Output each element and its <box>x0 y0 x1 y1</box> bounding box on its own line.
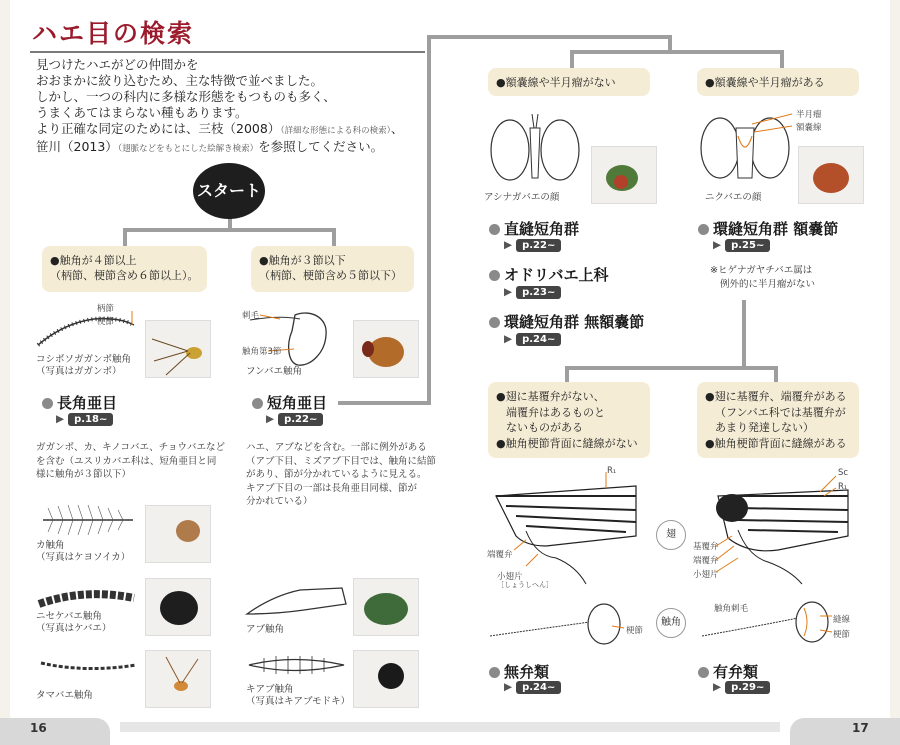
label-shoushouhen-reading: ［しょうしへん］ <box>497 581 553 589</box>
photo-kebae <box>145 578 211 636</box>
description-tankaku: ハエ、アブなどを含む。一部に例外がある （アブ下目、ミズアブ下目では、触角に結節 があり、節が分かれているように見える。 キアブ下目の一部は長角亜目同様、節が 分かれている） <box>246 442 437 507</box>
caption-abu: アブ触角 <box>246 624 285 635</box>
page-ref-chokuhou[interactable]: ▶ p.22~ <box>504 239 561 252</box>
label-kifuku: 基覆弁 <box>693 542 719 552</box>
connector <box>780 50 784 68</box>
condition-box-no-gakunou: ●額嚢線や半月瘤がない <box>488 68 650 96</box>
photo-nikubae <box>798 146 864 204</box>
label-hangetsu: 半月瘤 <box>796 110 822 120</box>
condition-box-antenna-3minus: ●触角が３節以下 （柄節、梗節含め５節以下） <box>251 246 414 292</box>
face-drawing-nikubae <box>700 106 795 191</box>
footer-band <box>120 722 780 732</box>
description-chokaku: ガガンボ、カ、キノコバエ、チョウバエなど を含む（ユスリカバエ科は、短角亜目と同 様に触角が３節以下） <box>36 442 225 480</box>
connector-main-top <box>427 35 672 39</box>
group-odoribae: オドリバエ上科 <box>489 264 609 285</box>
page-ref-tankaku[interactable]: ▶ p.22~ <box>266 413 323 426</box>
wing-drawing-mubenrui <box>486 466 646 586</box>
group-kanhou-gakunou: 環縫短角群 額嚢節 <box>698 218 838 239</box>
title-divider <box>30 51 425 53</box>
label-heisetsu: 柄節 <box>97 304 115 314</box>
antenna-drawing-mubenrui <box>486 596 626 652</box>
connector <box>123 228 127 246</box>
caption-kiabu: キアブ触角 （写真はキアブモドキ） <box>246 684 351 707</box>
intro-line: おおまかに絞り込むため、主な特徴で並べました。 <box>36 73 324 88</box>
wing-drawing-yubenrui <box>698 466 858 586</box>
page-ref-odoribae[interactable]: ▶ p.23~ <box>504 286 561 299</box>
photo-abu <box>353 578 419 636</box>
label-r1-right: R₁ <box>838 482 848 492</box>
condition-box-yubenrui: ●翅に基覆弁、端覆弁がある （フンバエ科では基覆弁が あまり発達しない） ●触角梗節背面に縫線がある <box>697 382 859 458</box>
label-dai3: 触角第3節 <box>242 347 282 357</box>
page-number-left: 16 <box>30 721 47 735</box>
label-kousetsu-yubenrui: 梗節 <box>833 630 851 640</box>
antenna-drawing-kiabu <box>244 652 349 678</box>
label-setsumou-right: 触角刺毛 <box>714 604 749 614</box>
intro-line: うまくあてはまらない種もあります。 <box>36 105 248 120</box>
face-drawing-ashinagabae <box>490 108 585 193</box>
group-tankaku: 短角亜目 <box>252 392 327 413</box>
page-edge-right <box>890 0 900 745</box>
label-shoushouhen: 小翅片 <box>497 572 523 582</box>
group-mubenrui: 無弁類 <box>489 661 549 682</box>
label-gakunou: 額嚢線 <box>796 123 822 133</box>
antenna-drawing-abu <box>242 580 352 620</box>
group-yubenrui: 有弁類 <box>698 661 758 682</box>
label-kousetsu-right: 梗節 <box>626 626 644 636</box>
antenna-drawing-kosiboso <box>34 305 144 355</box>
page-ref-chokaku[interactable]: ▶ p.18~ <box>56 413 113 426</box>
label-tanfuku: 端覆弁 <box>487 550 513 560</box>
connector <box>332 228 336 246</box>
page-ref-yubenrui[interactable]: ▶ p.29~ <box>713 681 770 694</box>
label-sc: Sc <box>838 468 849 478</box>
footer-right-bar <box>790 718 900 745</box>
start-node: スタート <box>193 163 265 219</box>
connector-left-split <box>123 228 336 232</box>
connector <box>565 366 569 382</box>
label-kousetsu: 梗節 <box>97 317 115 327</box>
connector-main-vertical <box>427 35 431 403</box>
label-setsumou: 刺毛 <box>242 311 260 321</box>
connector <box>742 300 746 368</box>
photo-kiabumodoki <box>353 650 419 708</box>
intro-line: より正確な同定のためには、三枝（2008）（詳細な形態による科の検索）、 <box>36 121 404 136</box>
antenna-drawing-nisekebae <box>34 582 144 614</box>
note-higenagayachibae: ※ヒゲナガヤチバエ属は 例外的に半月瘤がない <box>710 265 816 290</box>
group-chokaku: 長角亜目 <box>42 392 117 413</box>
photo-funbae <box>353 320 419 378</box>
group-chokuhou: 直縫短角群 <box>489 218 579 239</box>
condition-box-antenna-4plus: ●触角が４節以上 （柄節、梗節含め６節以上）。 <box>42 246 207 292</box>
page-ref-kanhou-mugakunou[interactable]: ▶ p.24~ <box>504 333 561 346</box>
intro-line: 笹川（2013）（翅脈などをもとにした絵解き検索）を参照してください。 <box>36 139 384 154</box>
connector-right-split <box>570 50 784 54</box>
connector-to-tankaku <box>338 401 431 405</box>
intro-text <box>36 57 436 157</box>
group-kanhou-mugakunou: 環縫短角群 無額嚢節 <box>489 311 644 332</box>
connector <box>774 366 778 382</box>
caption-kosiboso: コシボソガガンボ触角 （写真はガガンボ） <box>36 354 132 377</box>
page-number-right: 17 <box>852 721 869 735</box>
label-shoushouhen-right: 小翅片 <box>693 570 719 580</box>
photo-tamabae <box>145 650 211 708</box>
caption-funbae: フンバエ触角 <box>246 366 302 377</box>
caption-tamabae: タマバエ触角 <box>36 690 93 701</box>
footer-left-bar <box>0 718 110 745</box>
caption-nisekebae: ニセケバエ触角 （写真はケバエ） <box>36 611 112 634</box>
label-antenna-circle: 触角 <box>656 608 686 638</box>
antenna-drawing-ka <box>38 500 138 540</box>
antenna-drawing-tamabae <box>36 655 141 685</box>
label-housen: 縫線 <box>833 615 851 625</box>
caption-ka: カ触角 （写真はケヨソイカ） <box>36 540 131 563</box>
connector <box>570 50 574 68</box>
page-title: ハエ目の検索 <box>32 19 195 48</box>
label-wing-circle: 翅 <box>656 520 686 550</box>
connector-lower-split <box>565 366 778 370</box>
label-tanfuku-right: 端覆弁 <box>693 556 719 566</box>
condition-box-mubenrui: ●翅に基覆弁がない、 端覆弁はあるものと ないものがある ●触角梗節背面に縫線がない <box>488 382 650 458</box>
page-edge-left <box>0 0 10 745</box>
photo-ashinagabae <box>591 146 657 204</box>
photo-gaganbo <box>145 320 211 378</box>
label-r1: R₁ <box>607 466 617 476</box>
page-ref-kanhou-gakunou[interactable]: ▶ p.25~ <box>713 239 770 252</box>
photo-ka <box>145 505 211 563</box>
intro-line: 見つけたハエがどの仲間かを <box>36 57 199 72</box>
intro-line: しかし、一つの科内に多様な形態をもつものも多く、 <box>36 89 336 104</box>
caption-ashinagabae: アシナガバエの顔 <box>484 192 560 203</box>
page-ref-mubenrui[interactable]: ▶ p.24~ <box>504 681 561 694</box>
condition-box-gakunou: ●額嚢線や半月瘤がある <box>697 68 859 96</box>
caption-nikubae: ニクバエの顔 <box>705 192 762 203</box>
